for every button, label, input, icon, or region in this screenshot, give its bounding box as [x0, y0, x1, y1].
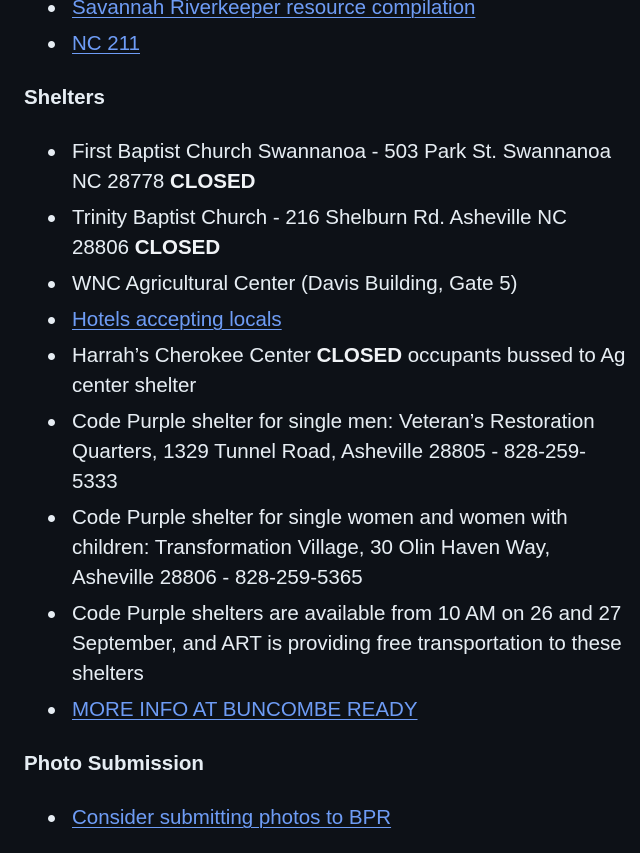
shelter-text: Code Purple shelters are available from 10 AM on 26 and 27 September, and ART is providing free transportation to these shelters	[72, 602, 622, 685]
savannah-riverkeeper-link[interactable]: Savannah Riverkeeper resource compilation	[72, 0, 476, 19]
shelter-text: occupants bussed to Ag center shelter	[72, 344, 626, 397]
buncombe-ready-link[interactable]: MORE INFO AT BUNCOMBE READY	[72, 698, 418, 721]
list-item	[72, 0, 640, 23]
shelter-text: Trinity Baptist Church - 216 Shelburn Rd. Asheville NC 28806	[72, 206, 567, 259]
status-closed: CLOSED	[316, 344, 403, 367]
list-item	[72, 203, 640, 263]
nc-211-link[interactable]: NC 211	[72, 32, 140, 55]
resource-links-list	[0, 0, 640, 59]
list-item	[72, 341, 640, 401]
list-item	[72, 407, 640, 497]
shelter-text: Code Purple shelter for single men: Veteran’s Restoration Quarters, 1329 Tunnel Road, Asheville 28805 - 828-259-5333	[72, 410, 595, 493]
submit-photos-bpr-link[interactable]: Consider submitting photos to BPR	[72, 806, 392, 829]
shelter-text: WNC Agricultural Center (Davis Building, Gate 5)	[72, 272, 518, 295]
list-item	[72, 599, 640, 689]
shelter-text: Harrah’s Cherokee Center	[72, 344, 317, 367]
list-item	[72, 269, 640, 299]
photo-submission-heading: Photo Submission	[24, 752, 204, 775]
list-item	[72, 695, 640, 725]
status-closed: CLOSED	[170, 170, 256, 193]
list-item	[72, 29, 640, 59]
shelter-text: First Baptist Church Swannanoa - 503 Park St. Swannanoa NC 28778	[72, 140, 611, 193]
list-item	[72, 803, 640, 833]
list-item	[72, 305, 640, 335]
shelter-text: Code Purple shelter for single women and women with children: Transformation Village, 30 Olin Haven Way, Asheville 28806 - 828-259-5365	[72, 506, 568, 589]
status-closed: CLOSED	[134, 236, 221, 259]
photo-submission-list	[0, 803, 640, 833]
list-item	[72, 503, 640, 593]
shelters-list	[0, 137, 640, 725]
list-item	[72, 137, 640, 197]
hotels-accepting-locals-link[interactable]: Hotels accepting locals	[72, 308, 282, 331]
shelters-heading: Shelters	[24, 86, 105, 109]
